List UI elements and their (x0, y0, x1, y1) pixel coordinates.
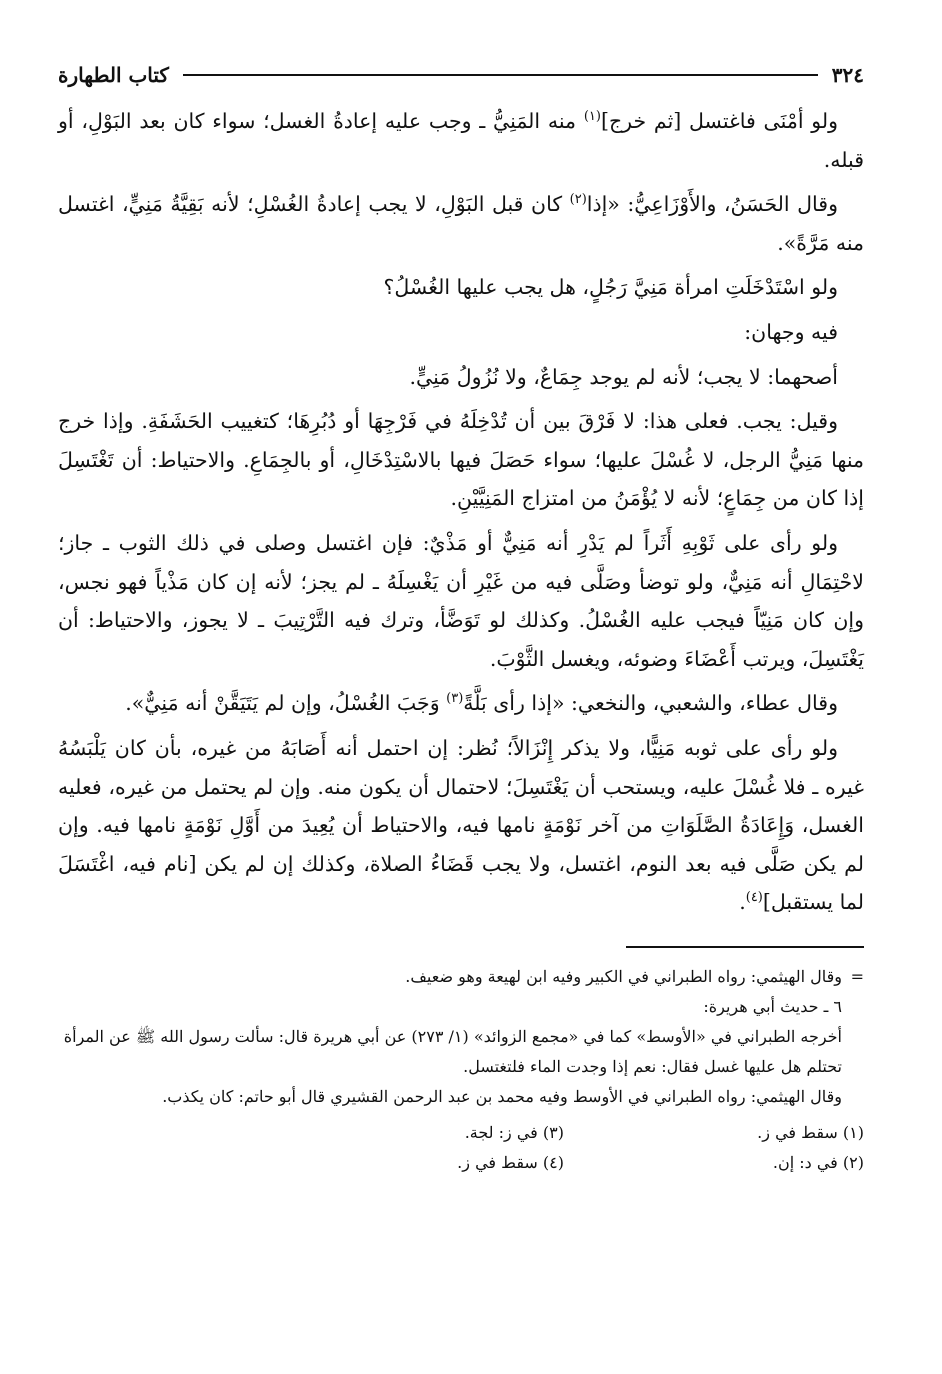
continuation-mark: = (850, 966, 864, 986)
footnote-ref: (٤) (745, 890, 763, 906)
footnote-notes (304, 1118, 864, 1178)
book-title: كتاب الطهارة (58, 63, 169, 87)
paragraph: وقال الحَسَنُ، والأَوْزَاعِيُّ: «إذا$^{(٢)}$ كان قبل البَوْلِ، لا يجب إعادةُ الغُسْلِ؛ لأنه بَقِيَّةُ مَنِيٍّ، اغتسل منه مَرَّةً». (58, 192, 864, 255)
footnote-line: =وقال الهيثمي: رواه الطبراني في الكبير وفيه ابن لهيعة وهو ضعيف. (58, 962, 864, 992)
paragraph: ولو أمْنَى فاغتسل [ثم خرج]$^{(١)}$ منه المَنِيُّ ـ وجب عليه إعادةُ الغسل؛ سواء كان بعد البَوْلِ، أو قبله. (58, 109, 864, 172)
footnote-note: (٣) في ز: لجة. (464, 1122, 564, 1142)
footnote-line: وقال الهيثمي: رواه الطبراني في الأوسط وفيه محمد بن عبد الرحمن القشيري قال أبو حاتم: كان يكذب. (162, 1086, 842, 1106)
paragraph: فيه وجهان: (744, 319, 838, 344)
page-number: ٣٢٤ (831, 63, 864, 87)
footnote-note: (١) سقط في ز. (757, 1122, 864, 1142)
footnote-divider (626, 946, 864, 948)
footnote-ref: (٢) (569, 192, 587, 208)
footnote-line: أخرجه الطبراني في «الأوسط» كما في «مجمع الزوائد» (١/ ٢٧٣) عن أبي هريرة قال: سألت رسول الله ﷺ عن المرأة تحتلم هل عليها غسل فقال: نعم إذا وجدت الماء فلتغتسل. (63, 1026, 842, 1076)
footnotes (58, 962, 864, 1112)
paragraph: ولو رأى على ثوبه مَنِيًّا، ولا يذكر إِنْزَالاً؛ نُظر: إن احتمل أنه أَصَابَهُ من غيره، بأن كان يَلْبَسُهُ غيره ـ فلا غُسْلَ عليه، ويستحب أن يَغْتَسِلَ؛ لاحتمال أن يكون منه. وإن لم يحتمل من غيره، فعليه الغسل، وَإِعَادَةُ الصَّلَوَاتِ من آخر نَوْمَةٍ نامها فيه، والاحتياط أن يُعِيدَ من أَوَّلِ نَوْمَةٍ نامها فيه. وإن لم يكن صَلَّى فيه بعد النوم، اغتسل، ولا يجب قَضَاءُ الصلاة، وكذلك إن لم يكن [نام فيه، اغْتَسَلَ لما يستقبل]$^{(٤)}$. (58, 735, 864, 915)
paragraph: وقال عطاء، والشعبي، والنخعي: «إذا رأى بَلَّةً$^{(٣)}$ وَجَبَ الغُسْلُ، وإن لم يَتَيَقَّنْ أنه مَنِيٌّ». (125, 691, 838, 716)
paragraph: ولو رأى على ثَوْبِهِ أَثَراً لم يَدْرِ أنه مَنِيٌّ أو مَذْيٌ: فإن اغتسل وصلى في ذلك الثوب ـ جاز؛ لاحْتِمَالِ أنه مَنِيٌّ، ولو توضأ وصَلَّى فيه من غَيْرِ أن يَغْسِلَهُ ـ لم يجز؛ لأنه إن كان مَذْياً فهو نجس، وإن كان مَنِيّاً فيجب عليه الغُسْلُ. وكذلك لو تَوَضَّأ، وترك فيه التَّرْتِيبَ ـ لا يجوز، والاحتياط: أن يَغْتَسِلَ، ويرتب أَعْضَاءَ وضوئه، ويغسل الثَّوْبَ. (58, 530, 864, 671)
header-rule (183, 74, 818, 76)
footnote-note: (٤) سقط في ز. (457, 1152, 564, 1172)
running-header (58, 58, 864, 92)
footnote-note: (٢) في د: إن. (772, 1152, 864, 1172)
paragraph: وقيل: يجب. فعلى هذا: لا فَرْقَ بين أن تُدْخِلَهُ في فَرْجِهَا أو دُبُرِهَا؛ كتغييب الحَشَفَةِ. وإذا خرج منها مَنِيُّ الرجل، لا غُسْلَ عليها؛ سواء حَصَلَ فيها بالاسْتِدْخَالِ، أو بالجِمَاعِ. والاحتياط: أن تَغْتَسِلَ إذا كان من جِمَاعٍ؛ لأنه لا يُؤْمَنُ من امتزاج المَنِيَّيْنِ. (58, 409, 864, 511)
main-text (58, 102, 864, 922)
footnote-ref: (٣) (446, 691, 464, 707)
footnote-ref: (١) (583, 109, 601, 125)
paragraph: أصحهما: لا يجب؛ لأنه لم يوجد جِمَاعٌ، ولا نُزُولُ مَنِيٍّ. (409, 364, 838, 389)
footnote-line: ٦ ـ حديث أبي هريرة: (703, 996, 842, 1016)
document-page (58, 58, 864, 1178)
paragraph: ولو اسْتَدْخَلَتِ امرأة مَنِيَّ رَجُلٍ، هل يجب عليها الغُسْلُ؟ (383, 275, 838, 300)
